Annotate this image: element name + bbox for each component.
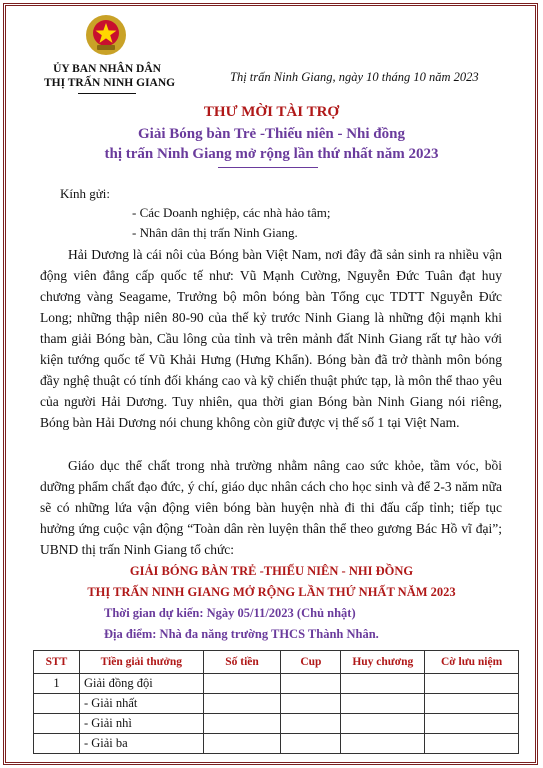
table-cell <box>203 694 281 714</box>
greeting: Kính gửi: <box>60 186 111 201</box>
authority-line-2: THỊ TRẤN NINH GIANG <box>44 77 176 89</box>
authority-line-1: ỦY BAN NHÂN DÂN <box>53 63 161 75</box>
document-title: THƯ MỜI TÀI TRỢ <box>203 104 340 120</box>
recipient-item: - Các Doanh nghiệp, các nhà hảo tâm; <box>132 205 331 220</box>
table-row <box>34 694 519 714</box>
body-paragraph: Hải Dương là cái nôi của Bóng bàn Việt Nam, nơi đây đã sản sinh ra nhiều vận động viên đẳng cấp quốc tế như: Vũ Mạnh Cường, Nguyễn Đức Tuân đạt huy chương vàng Seagame, Trưởng bộ môn bóng bàn Tổng cục TDTT Nguyễn Đức Long; những thập niên 80-90 của thế kỷ trước Ninh Giang là những đội mạnh khi tham giải Bóng bàn, Cầu lông của tỉnh và trên mảnh đất Ninh Giang rất tự hào với kiện tướng quốc tế Vũ Khải Hưng (Hưng Khẩn). Bóng bàn đã trở thành môn bóng đầy nghệ thuật có tính đối kháng cao và kỹ chiến thuật phức tạp, là môn thể thao yêu của người Hải Dương. Tuy nhiên, qua thời gian Bóng bàn Ninh Giang nói riêng, Bóng bàn Hải Dương nói chung không còn giữ được vị thế số 1 tại Việt Nam. <box>40 247 502 430</box>
table-cell: Giải đồng đội <box>79 674 203 694</box>
column-header: Tiền giải thưởng <box>79 651 203 674</box>
table-cell <box>341 734 425 754</box>
table-cell <box>281 714 341 734</box>
recipient-item: - Nhân dân thị trấn Ninh Giang. <box>132 225 298 240</box>
subtitle-underline <box>218 167 318 168</box>
table-cell <box>203 674 281 694</box>
table-cell: - Giải nhất <box>79 694 203 714</box>
event-title-line-1: GIẢI BÓNG BÀN TRẺ -THIẾU NIÊN - NHI ĐỒNG <box>129 564 414 578</box>
event-location: Địa điểm: Nhà đa năng trường THCS Thành Nhân. <box>104 627 379 641</box>
table-cell <box>425 734 519 754</box>
column-header: Huy chương <box>341 651 425 674</box>
table-cell: - Giải nhì <box>79 714 203 734</box>
dateline: Thị trấn Ninh Giang, ngày 10 tháng 10 năm 2023 <box>230 70 479 84</box>
column-header: STT <box>34 651 80 674</box>
table-cell <box>281 674 341 694</box>
table-cell <box>203 734 281 754</box>
table-header-row <box>34 651 519 674</box>
table-cell <box>281 734 341 754</box>
table-cell <box>34 714 80 734</box>
subtitle-line-2: thị trấn Ninh Giang mở rộng lần thứ nhất năm 2023 <box>104 146 439 162</box>
table-cell: - Giải ba <box>79 734 203 754</box>
table-cell <box>34 734 80 754</box>
table-cell <box>425 674 519 694</box>
table-cell <box>341 714 425 734</box>
table-row <box>34 734 519 754</box>
event-time: Thời gian dự kiến: Ngày 05/11/2023 (Chủ nhật) <box>104 606 356 620</box>
issuing-authority <box>44 62 176 90</box>
table-row <box>34 714 519 734</box>
table-cell <box>425 694 519 714</box>
authority-underline <box>78 93 136 94</box>
table-cell <box>203 714 281 734</box>
table-cell <box>281 694 341 714</box>
national-emblem-icon <box>85 14 127 56</box>
event-title-line-2: THỊ TRẤN NINH GIANG MỞ RỘNG LẦN THỨ NHẤT NĂM 2023 <box>87 585 456 599</box>
table-cell <box>341 674 425 694</box>
subtitle-line-1: Giải Bóng bàn Trẻ -Thiếu niên - Nhi đồng <box>137 126 405 142</box>
table-cell: 1 <box>34 674 80 694</box>
body-paragraph: Giáo dục thể chất trong nhà trường nhằm nâng cao sức khỏe, tầm vóc, bồi dưỡng phẩm chất đạo đức, ý chí, giáo dục nhân cách cho học sinh và để 2-3 năm nữa sẽ có những lứa vận động viên bóng bàn huyện nhà đi thi đấu cấp tỉnh; tiếp tục hưởng ứng cuộc vận động “Toàn dân rèn luyện thân thể theo gương Bác Hồ vĩ đại”; UBND thị trấn Ninh Giang tổ chức: <box>40 458 502 557</box>
table-cell <box>34 694 80 714</box>
sponsorship-table <box>33 650 519 754</box>
column-header: Số tiền <box>203 651 281 674</box>
column-header: Cup <box>281 651 341 674</box>
table-cell <box>341 694 425 714</box>
table-cell <box>425 714 519 734</box>
table-row <box>34 674 519 694</box>
column-header: Cờ lưu niệm <box>425 651 519 674</box>
